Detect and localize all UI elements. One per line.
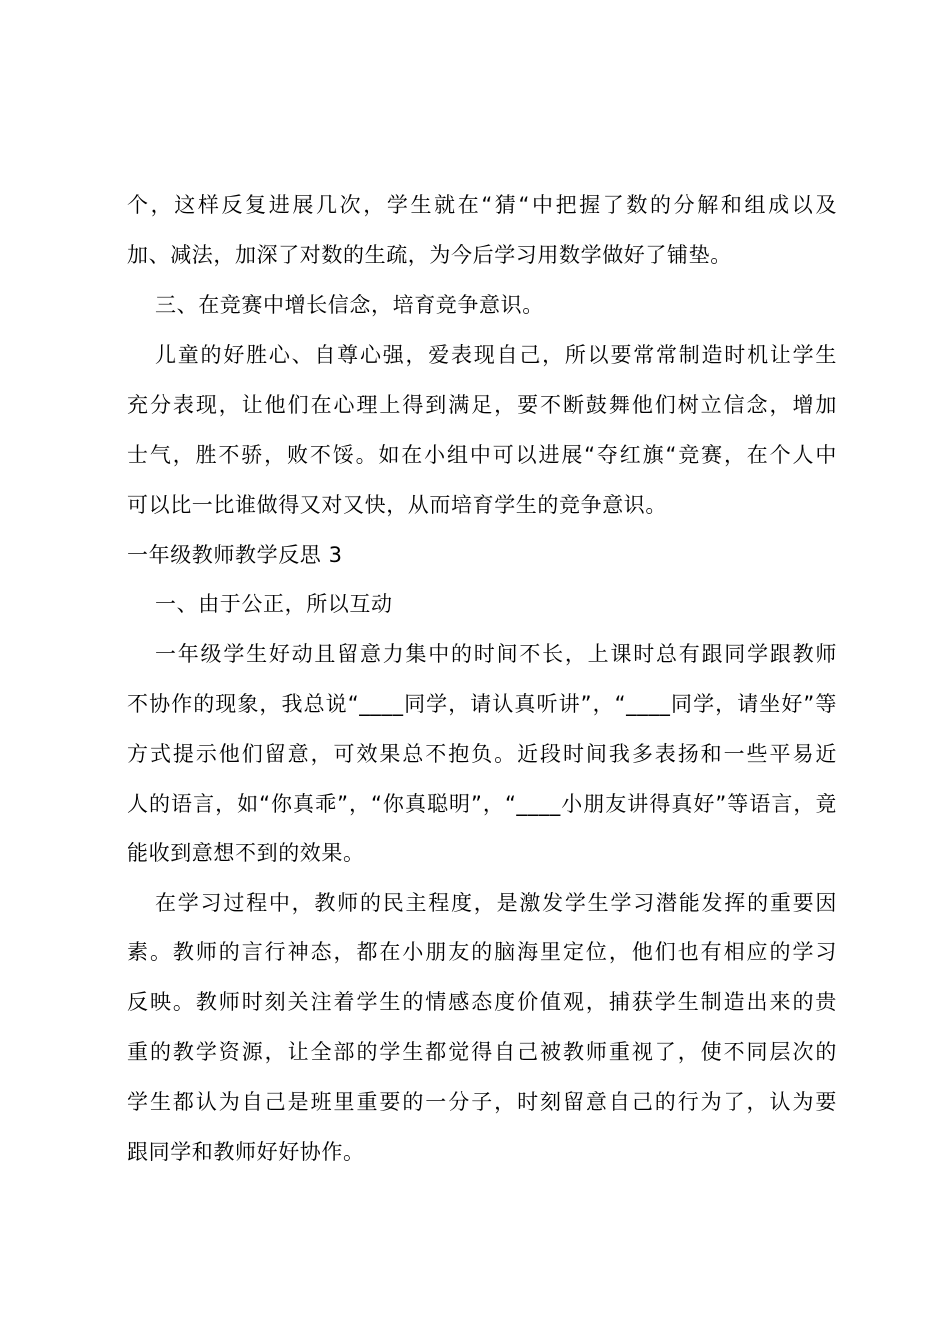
text-line-20: 跟同学和教师好好协作。 [127, 1140, 365, 1164]
text-line-19: 学生都认为自己是班里重要的一分子，时刻留意自己的行为了，认为要 [127, 1090, 837, 1114]
text-line-14: 能收到意想不到的效果。 [127, 841, 365, 865]
text-line-4: 儿童的好胜心、自尊心强，爱表现自己，所以要常常制造时机让学生 [155, 343, 837, 367]
text-line-13: 人的语言，如“你真乖”，“你真聪明”，“____小朋友讲得真好”等语言，竟 [127, 792, 837, 816]
text-line-5: 充分表现，让他们在心理上得到满足，要不断鼓舞他们树立信念，增加 [127, 393, 837, 417]
text-line-2: 加、减法，加深了对数的生疏，为今后学习用数学做好了铺垫。 [127, 243, 732, 267]
text-line-11: 不协作的现象，我总说“____同学，请认真听讲”，“____同学，请坐好”等 [127, 692, 837, 716]
text-line-16: 素。教师的言行神态，都在小朋友的脑海里定位，他们也有相应的学习 [127, 940, 837, 964]
document-title: 一年级教师教学反思 3 [127, 543, 343, 567]
text-line-7: 可以比一比谁做得又对又快，从而培育学生的竞争意识。 [127, 493, 667, 517]
text-line-12: 方式提示他们留意，可效果总不抱负。近段时间我多表扬和一些平易近 [127, 742, 837, 766]
section-heading-3: 三、在竞赛中增长信念，培育竞争意识。 [155, 293, 544, 317]
text-line-10: 一年级学生好动且留意力集中的时间不长，上课时总有跟同学跟教师 [155, 642, 837, 666]
section-heading-1: 一、由于公正，所以互动 [155, 592, 393, 616]
text-line-18: 重的教学资源，让全部的学生都觉得自己被教师重视了，使不同层次的 [127, 1040, 837, 1064]
text-line-17: 反映。教师时刻关注着学生的情感态度价值观，捕获学生制造出来的贵 [127, 990, 837, 1014]
text-line-15: 在学习过程中，教师的民主程度，是激发学生学习潜能发挥的重要因 [155, 891, 837, 915]
text-line-6: 士气，胜不骄，败不馁。如在小组中可以进展“夺红旗“竞赛，在个人中 [127, 443, 837, 467]
text-line-1: 个，这样反复进展几次，学生就在“猜“中把握了数的分解和组成以及 [127, 193, 837, 217]
